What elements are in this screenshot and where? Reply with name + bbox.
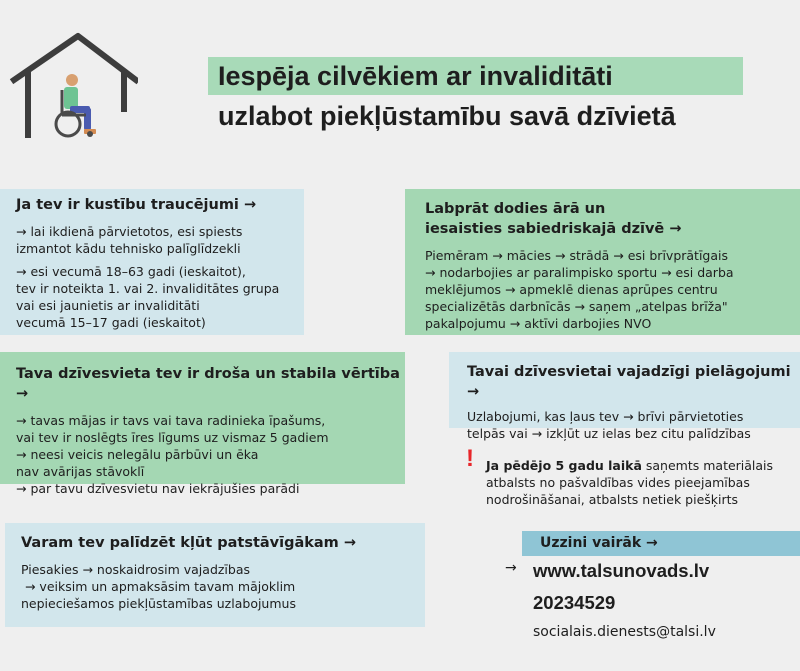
adaptations-title: Tavai dzīvesvietai vajadzīgi pielāgojumi → [467, 364, 791, 400]
social-line: specializētās darbnīcās → saņem „atelpas brīža" [425, 299, 728, 314]
adaptations-line: telpās vai → izkļūt uz ielas bez citu palīdzības [467, 426, 751, 441]
warning-bold: Ja pēdējo 5 gadu laikā [486, 458, 642, 473]
mobility-line: tev ir noteikta 1. vai 2. invaliditātes grupa [16, 281, 280, 296]
warning-line: atbalsts no pašvaldības vides pieejamības [486, 475, 750, 490]
dwelling-line: → par tavu dzīvesvietu nav iekrājušies parādi [16, 481, 300, 496]
social-line: meklējumos → apmeklē dienas aprūpes centru [425, 282, 718, 297]
exclamation-icon: ! [466, 445, 474, 472]
dwelling-line: vai tev ir noslēgts īres līgums uz vismaz 5 gadiem [16, 430, 329, 445]
dwelling-line: → tavas mājas ir tavs vai tava radinieka īpašums, [16, 413, 326, 428]
social-title [425, 199, 800, 239]
social-title-line-2: iesaisties sabiedriskajā dzīvē → [425, 221, 682, 237]
dwelling-line: → neesi veicis nelegālu pārbūvi un ēka [16, 447, 259, 462]
help-box [5, 523, 425, 627]
dwelling-title: Tava dzīvesvieta tev ir droša un stabila vērtība → [16, 366, 400, 402]
help-title: Varam tev palīdzēt kļūt patstāvīgākam → [21, 535, 356, 551]
adaptations-line: Uzlabojumi, kas ļaus tev → brīvi pārvietoties [467, 409, 744, 424]
social-line: → nodarbojies ar paralimpisko sportu → esi darba [425, 265, 734, 280]
email-link[interactable]: socialais.dienests@talsi.lv [533, 624, 716, 640]
page-title-line-2: uzlabot piekļūstamību savā dzīvietā [218, 101, 676, 131]
dwelling-box [0, 352, 405, 496]
arrow-icon: → [505, 560, 517, 576]
mobility-line: → lai ikdienā pārvietotos, esi spiests [16, 224, 243, 239]
warning-rest: saņemts materiālais [641, 458, 774, 473]
help-line: → veiksim un apmaksāsim tavam mājoklim [21, 579, 296, 594]
learn-more-label: Uzzini vairāk → [522, 531, 800, 556]
website-link[interactable]: www.talsunovads.lv [533, 560, 710, 581]
mobility-line: vai esi jaunietis ar invaliditāti [16, 298, 200, 313]
mobility-line: → esi vecumā 18–63 gadi (ieskaitot), [16, 264, 246, 279]
social-title-line-1: Labprāt dodies ārā un [425, 201, 606, 217]
social-life-box [405, 189, 800, 335]
dwelling-line: nav avārijas stāvoklī [16, 464, 145, 479]
mobility-title: Ja tev ir kustību traucējumi → [16, 197, 257, 213]
phone-number[interactable]: 20234529 [533, 592, 616, 613]
mobility-line: izmantot kādu tehnisko palīglīdzekli [16, 241, 241, 256]
mobility-box [0, 189, 304, 335]
warning-note [486, 457, 773, 508]
warning-line: nodrošināšanai, atbalsts netiek piešķirts [486, 492, 739, 507]
help-line: Piesakies → noskaidrosim vajadzības [21, 562, 251, 577]
help-line: nepieciešamos piekļūstamības uzlabojumus [21, 596, 296, 611]
page-title-line-1: Iespēja cilvēkiem ar invaliditāti [208, 57, 743, 95]
social-line: Piemēram → mācies → strādā → esi brīvprātīgais [425, 248, 729, 263]
mobility-line: vecumā 15–17 gadi (ieskaitot) [16, 315, 206, 330]
house-wheelchair-icon [6, 30, 138, 142]
adaptations-box [449, 352, 800, 441]
social-line: pakalpojumu → aktīvi darbojies NVO [425, 316, 652, 331]
